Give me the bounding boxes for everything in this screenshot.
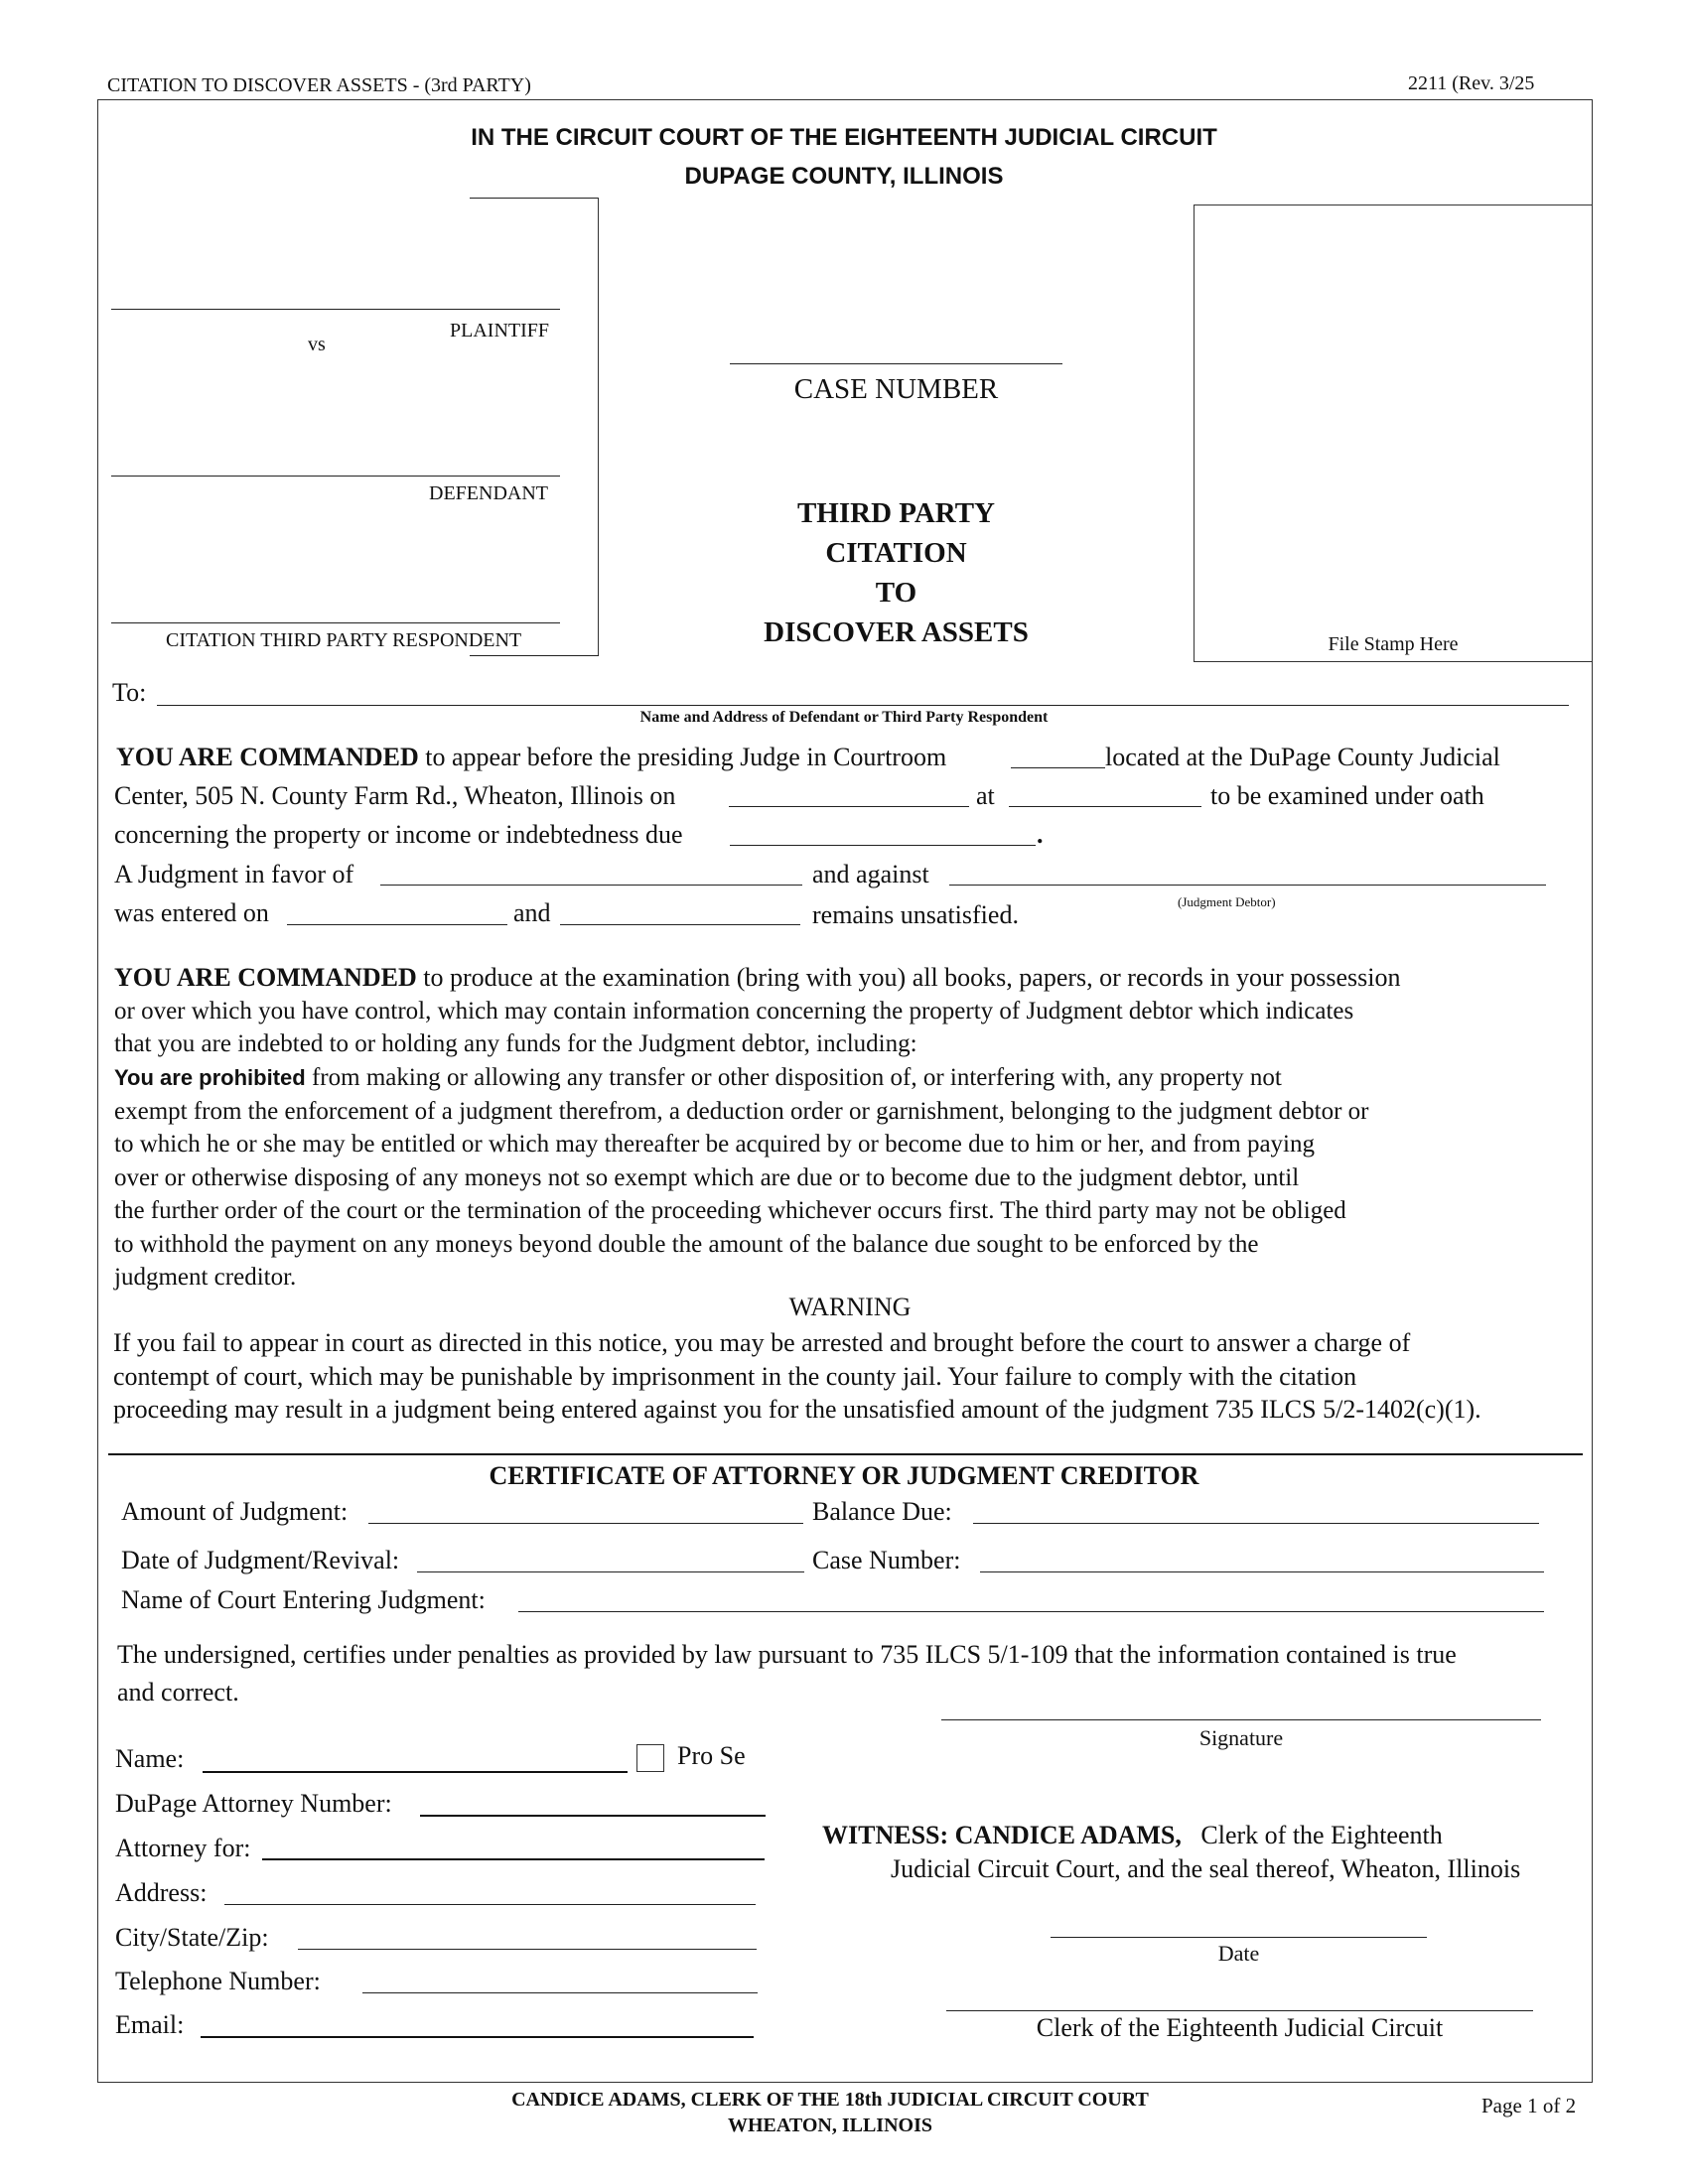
clerk-label: Clerk of the Eighteenth Judicial Circuit bbox=[1036, 2013, 1444, 2042]
case-number-field[interactable] bbox=[730, 363, 1062, 364]
prohibited-paragraph: You are prohibited from making or allowing any transfer or other disposition of, or interfering with, any property not exempt from the enforcement of a judgment therefrom, a deduction order or garnishment, belonging to the judgment debtor or to which he or she may be entitled or which may thereafter be acquired by or become due to him or her, and from paying over or otherwise disposing of any moneys not so exempt which are due or to become due to the judgment debtor, until the further order of the court or the termination of the proceeding whichever occurs first. The third party may not be obliged to withhold the payment on any moneys beyond double the amount of the balance due sought to be enforced by the judgment creditor. bbox=[114, 1064, 1369, 1291]
case-number-label: CASE NUMBER bbox=[793, 373, 999, 405]
vs-label: vs bbox=[308, 334, 326, 355]
pro-se-checkbox[interactable] bbox=[636, 1744, 664, 1772]
witness-line2: Judicial Circuit Court, and the seal thereof, Wheaton, Illinois bbox=[891, 1854, 1521, 1883]
entered-amount-field[interactable] bbox=[560, 924, 800, 925]
page-number: Page 1 of 2 bbox=[1481, 2094, 1577, 2117]
judgment-date-field[interactable] bbox=[417, 1571, 804, 1572]
attorney-name-field[interactable] bbox=[203, 1771, 628, 1773]
hearing-date-field[interactable] bbox=[729, 806, 969, 807]
attorney-number-field[interactable] bbox=[420, 1815, 766, 1817]
address-field[interactable] bbox=[224, 1904, 756, 1905]
command1-line1: YOU ARE COMMANDED to appear before the presiding Judge in Courtroom bbox=[116, 743, 947, 771]
clerk-signature-field[interactable] bbox=[946, 2010, 1533, 2011]
warning-title: WARNING bbox=[788, 1293, 912, 1321]
city-state-zip-field[interactable] bbox=[298, 1949, 757, 1950]
signature-field[interactable] bbox=[941, 1719, 1541, 1720]
warning-paragraph: If you fail to appear in court as directed in this notice, you may be arrested and brought before the court to answer a charge of contempt of court, which may be punishable by imprisonment in the county jail. Your failure to comply with the citation proceeding may result in a judgment being entered against you for the unsatisfied amount of the judgment 735 ILCS 5/2-1402(c)(1). bbox=[113, 1328, 1481, 1424]
certificate-case-number-field[interactable] bbox=[980, 1571, 1544, 1572]
indebtedness-field[interactable] bbox=[730, 845, 1036, 846]
plaintiff-label: PLAINTIFF bbox=[450, 320, 550, 341]
defendant-label: DEFENDANT bbox=[429, 482, 548, 504]
judgment-creditor-field[interactable] bbox=[380, 885, 802, 886]
witness-date-field[interactable] bbox=[1051, 1937, 1427, 1938]
court-county: DUPAGE COUNTY, ILLINOIS bbox=[684, 163, 1004, 190]
file-stamp-label: File Stamp Here bbox=[1328, 633, 1459, 655]
defendant-field[interactable] bbox=[111, 476, 560, 477]
email-field[interactable] bbox=[201, 2036, 754, 2038]
pro-se-label: Pro Se bbox=[677, 1741, 746, 1770]
respondent-field[interactable] bbox=[111, 622, 560, 623]
entered-date-field[interactable] bbox=[287, 924, 507, 925]
respondent-label: CITATION THIRD PARTY RESPONDENT bbox=[166, 629, 522, 651]
document-title: THIRD PARTY CITATION TO DISCOVER ASSETS bbox=[764, 497, 1029, 648]
certify-paragraph: The undersigned, certifies under penalties as provided by law pursuant to 735 ILCS 5/1-109 that the information contained is true and correct. bbox=[117, 1640, 1457, 1706]
to-field[interactable] bbox=[157, 705, 1569, 706]
court-heading: IN THE CIRCUIT COURT OF THE EIGHTEENTH JUDICIAL CIRCUIT bbox=[471, 124, 1217, 151]
telephone-field[interactable] bbox=[362, 1992, 758, 1993]
file-stamp-box bbox=[1194, 205, 1593, 662]
amount-of-judgment-field[interactable] bbox=[368, 1523, 803, 1524]
attorney-for-field[interactable] bbox=[262, 1858, 765, 1860]
to-label: To: bbox=[112, 678, 147, 707]
section-divider bbox=[108, 1453, 1583, 1455]
form-number: 2211 (Rev. 3/25 bbox=[1408, 72, 1535, 94]
courtroom-field[interactable] bbox=[1011, 767, 1105, 768]
judgment-debtor-field[interactable] bbox=[949, 885, 1546, 886]
command2-paragraph: YOU ARE COMMANDED to produce at the examination (bring with you) all books, papers, or records in your possession or over which you have control, which may contain information concerning the property of Judgment debtor which indicates that you are indebted to or holding any funds for the Judgment debtor, including: bbox=[114, 963, 1401, 1057]
footer-clerk: CANDICE ADAMS, CLERK OF THE 18th JUDICIAL CIRCUIT COURT bbox=[511, 2089, 1149, 2111]
signature-label: Signature bbox=[1198, 1725, 1284, 1750]
certificate-title: CERTIFICATE OF ATTORNEY OR JUDGMENT CREDITOR bbox=[489, 1461, 1199, 1490]
plaintiff-field[interactable] bbox=[111, 309, 560, 310]
balance-due-field[interactable] bbox=[973, 1523, 1539, 1524]
witness-line1: WITNESS: CANDICE ADAMS, Clerk of the Eighteenth bbox=[822, 1821, 1443, 1849]
witness-date-label: Date bbox=[1217, 1941, 1260, 1966]
court-name-field[interactable] bbox=[518, 1611, 1544, 1612]
form-title: CITATION TO DISCOVER ASSETS - (3rd PARTY) bbox=[107, 74, 531, 96]
to-caption: Name and Address of Defendant or Third Party Respondent bbox=[639, 709, 1049, 726]
hearing-time-field[interactable] bbox=[1009, 806, 1201, 807]
footer-city: WHEATON, ILLINOIS bbox=[728, 2115, 932, 2136]
